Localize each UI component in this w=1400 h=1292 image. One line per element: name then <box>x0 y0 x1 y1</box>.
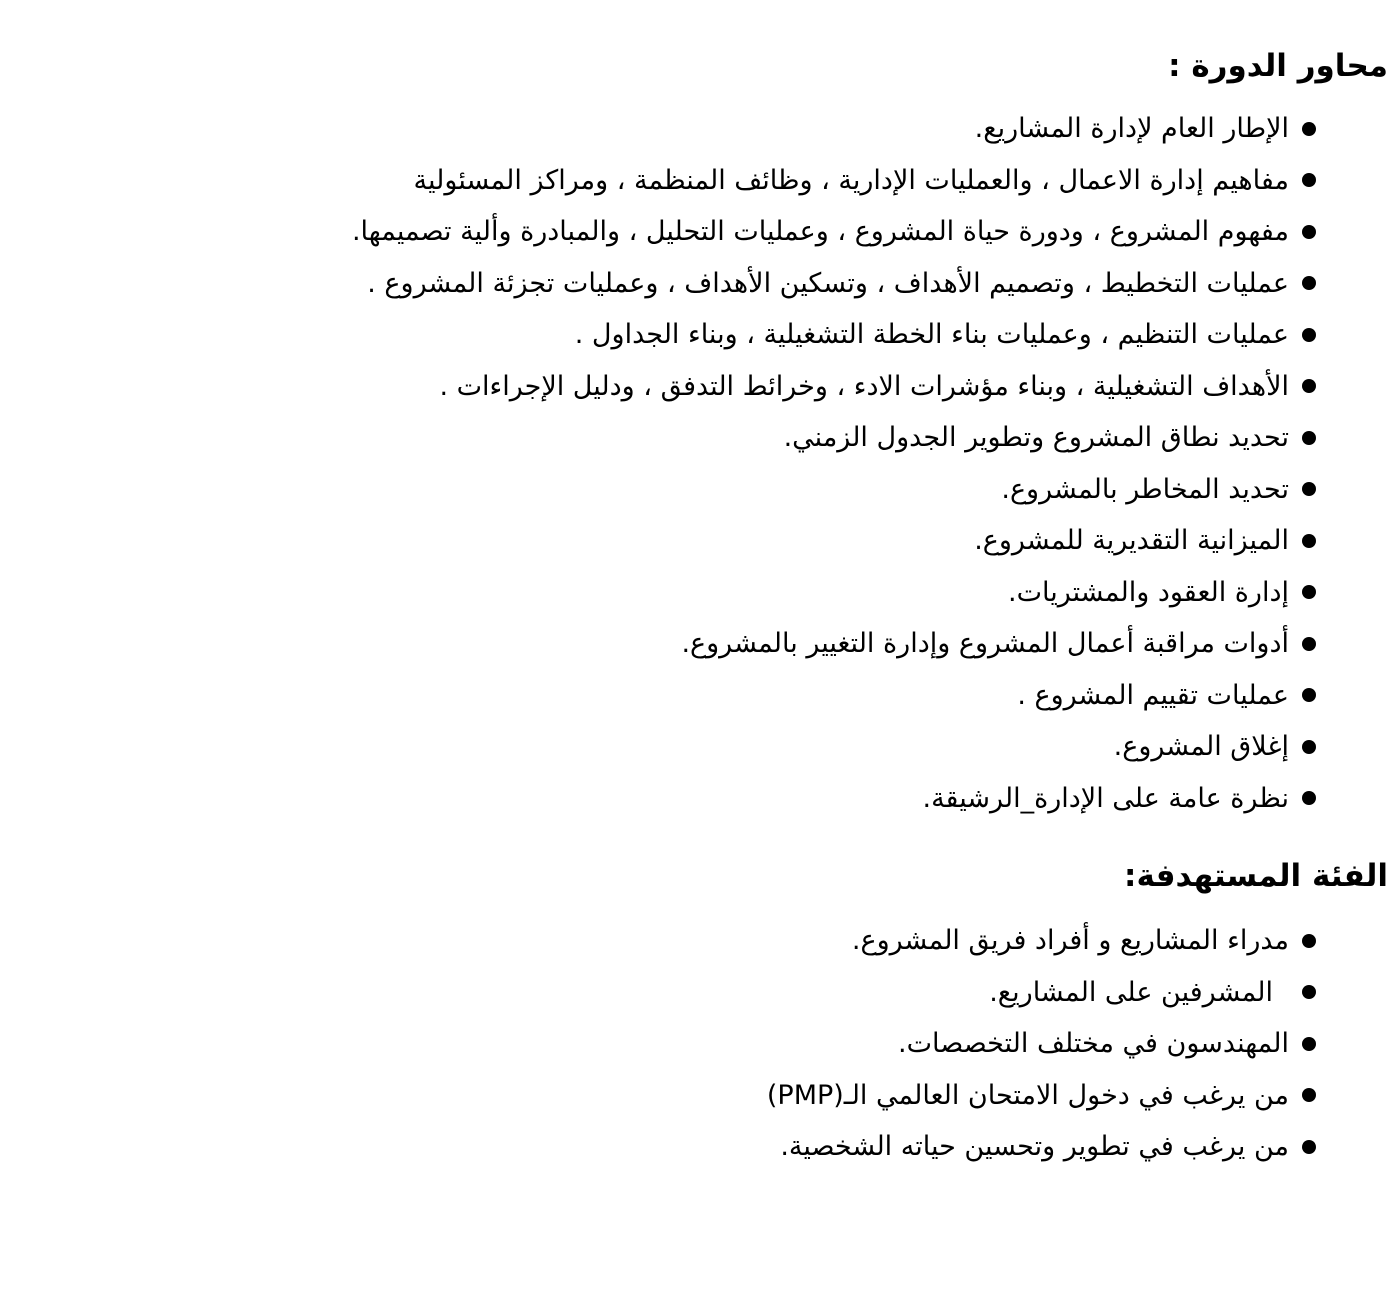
bullet-icon <box>1302 1140 1316 1154</box>
course-topic-item <box>0 618 1316 670</box>
bullet-icon <box>1302 534 1316 548</box>
course-topic-text: الأهداف التشغيلية ، وبناء مؤشرات الادء ، وخرائط التدفق ، ودليل الإجراءات . <box>439 370 1289 402</box>
target-audience-heading: الفئة المستهدفة: <box>1124 858 1388 894</box>
course-topic-item <box>0 567 1316 619</box>
bullet-icon <box>1302 122 1316 136</box>
course-topic-text: مفهوم المشروع ، ودورة حياة المشروع ، وعمليات التحليل ، والمبادرة وألية تصميمها. <box>351 216 1289 248</box>
course-topic-text: تحديد المخاطر بالمشروع. <box>1001 473 1289 505</box>
target-audience-list <box>0 915 1400 1173</box>
bullet-icon <box>1302 276 1316 290</box>
course-topic-item <box>0 155 1316 207</box>
target-audience-text: من يرغب في دخول الامتحان العالمي الـ(PMP) <box>766 1079 1289 1111</box>
target-audience-text: من يرغب في تطوير وتحسين حياته الشخصية. <box>780 1131 1289 1163</box>
target-audience-text: المهندسون في مختلف التخصصات. <box>898 1028 1289 1060</box>
course-topic-text: الميزانية التقديرية للمشروع. <box>974 525 1289 557</box>
course-topic-text: تحديد نطاق المشروع وتطوير الجدول الزمني. <box>783 422 1289 454</box>
course-topic-item <box>0 721 1316 773</box>
bullet-icon <box>1302 934 1316 948</box>
target-audience-item <box>0 915 1316 967</box>
bullet-icon <box>1302 379 1316 393</box>
bullet-icon <box>1302 688 1316 702</box>
course-topic-text: عمليات التنظيم ، وعمليات بناء الخطة التشغيلية ، وبناء الجداول . <box>574 319 1289 351</box>
bullet-icon <box>1302 482 1316 496</box>
section-target-audience <box>0 854 1400 1173</box>
course-topic-text: عمليات تقييم المشروع . <box>1017 679 1289 711</box>
course-topic-item <box>0 206 1316 258</box>
course-topic-item <box>0 309 1316 361</box>
course-topic-item <box>0 412 1316 464</box>
target-audience-item <box>0 967 1316 1019</box>
course-topic-text: الإطار العام لإدارة المشاريع. <box>974 113 1289 145</box>
course-topic-item <box>0 103 1316 155</box>
bullet-icon <box>1302 637 1316 651</box>
course-topic-text: إغلاق المشروع. <box>1113 731 1289 763</box>
target-audience-item <box>0 1018 1316 1070</box>
course-topic-text: إدارة العقود والمشتريات. <box>1007 576 1289 608</box>
bullet-icon <box>1302 1037 1316 1051</box>
course-topic-item <box>0 361 1316 413</box>
bullet-icon <box>1302 328 1316 342</box>
course-topic-text: نظرة عامة على الإدارة_الرشيقة. <box>922 782 1289 814</box>
bullet-icon <box>1302 585 1316 599</box>
course-topic-item <box>0 464 1316 516</box>
target-audience-item <box>0 1070 1316 1122</box>
course-topic-item <box>0 258 1316 310</box>
bullet-icon <box>1302 225 1316 239</box>
course-topic-item <box>0 773 1316 825</box>
target-audience-item <box>0 1121 1316 1173</box>
course-topic-text: مفاهيم إدارة الاعمال ، والعمليات الإدارية ، وظائف المنظمة ، ومراكز المسئولية <box>413 164 1289 196</box>
course-topic-item <box>0 670 1316 722</box>
course-topics-heading: محاور الدورة : <box>1168 48 1388 84</box>
target-audience-text: المشرفين على المشاريع. <box>989 976 1273 1008</box>
target-audience-text: مدراء المشاريع و أفراد فريق المشروع. <box>851 925 1289 957</box>
course-topic-text: عمليات التخطيط ، وتصميم الأهداف ، وتسكين الأهداف ، وعمليات تجزئة المشروع . <box>367 267 1289 299</box>
course-topic-item <box>0 515 1316 567</box>
bullet-icon <box>1302 740 1316 754</box>
bullet-icon <box>1302 1088 1316 1102</box>
course-topics-list <box>0 103 1400 824</box>
course-topic-text: أدوات مراقبة أعمال المشروع وإدارة التغيير بالمشروع. <box>681 628 1289 660</box>
bullet-icon <box>1302 431 1316 445</box>
bullet-icon <box>1302 173 1316 187</box>
bullet-icon <box>1302 985 1316 999</box>
bullet-icon <box>1302 791 1316 805</box>
